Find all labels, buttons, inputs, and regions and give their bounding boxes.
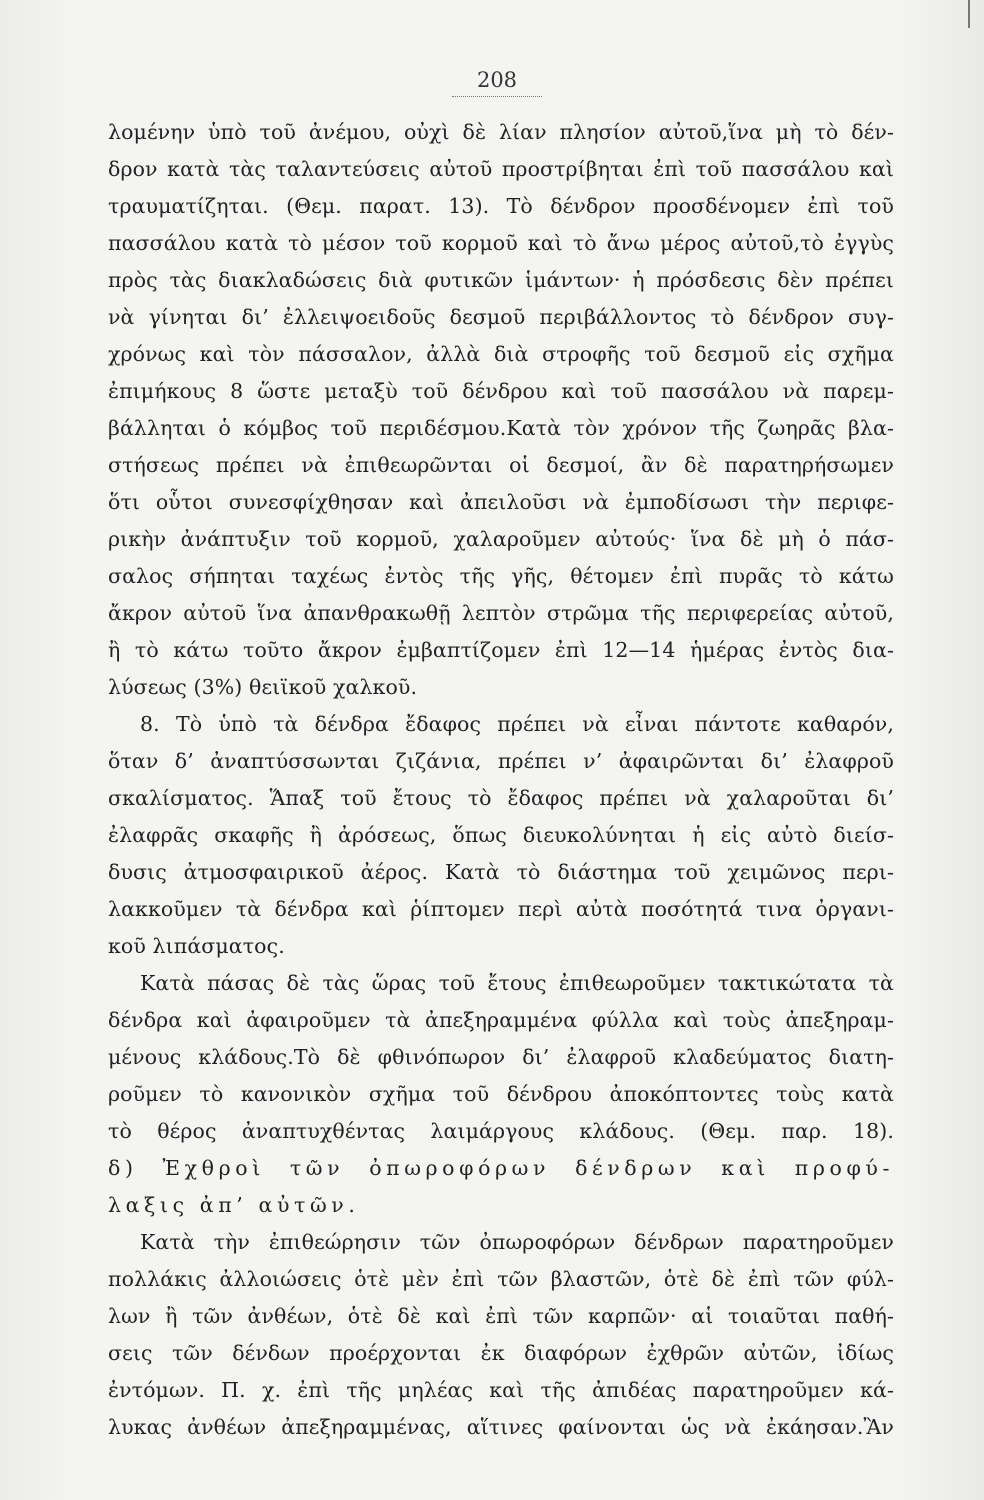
- text-line: δ) Ἐχθροὶ τῶν ὀπωροφόρων δένδρων καὶ προφύ-: [108, 1156, 894, 1180]
- text-line: ἐλαφρᾶς σκαφῆς ἢ ἀρόσεως, ὅπως διευκολύνηται ἡ εἰς αὐτὸ διείσ-: [108, 823, 894, 847]
- text-line: δρον κατὰ τὰς ταλαντεύσεις αὐτοῦ προστρίβηται ἐπὶ τοῦ πασσάλου καὶ: [108, 157, 894, 181]
- text-line: πολλάκις ἀλλοιώσεις ὁτὲ μὲν ἐπὶ τῶν βλαστῶν, ὁτὲ δὲ ἐπὶ τῶν φύλ-: [108, 1267, 894, 1291]
- text-line: τραυματίζηται. (Θεμ. παρατ. 13). Τὸ δένδρον προσδένομεν ἐπὶ τοῦ: [108, 194, 894, 218]
- text-line: μένους κλάδους.Τὸ δὲ φθινόπωρον δι’ ἐλαφροῦ κλαδεύματος διατη-: [108, 1045, 894, 1069]
- body-text: [108, 114, 894, 1446]
- text-line: σεις τῶν δένδων προέρχονται ἐκ διαφόρων ἐχθρῶν αὐτῶν, ἰδίως: [108, 1341, 894, 1365]
- text-line: βάλληται ὁ κόμβος τοῦ περιδέσμου.Κατὰ τὸν χρόνον τῆς ζωηρᾶς βλα-: [108, 416, 894, 440]
- text-line: δένδρα καὶ ἀφαιροῦμεν τὰ ἀπεξηραμμένα φύλλα καὶ τοὺς ἀπεξηραμ-: [108, 1008, 894, 1032]
- text-line: ἐπιμήκους 8 ὥστε μεταξὺ τοῦ δένδρου καὶ τοῦ πασσάλου νὰ παρεμ-: [108, 379, 894, 403]
- text-line: λομένην ὑπὸ τοῦ ἀνέμου, οὐχὶ δὲ λίαν πλησίον αὐτοῦ,ἵνα μὴ τὸ δέν-: [108, 120, 894, 144]
- text-line: ροῦμεν τὸ κανονικὸν σχῆμα τοῦ δένδρου ἀποκόπτοντες τοὺς κατὰ: [108, 1082, 894, 1106]
- page-number-rule: [452, 96, 542, 97]
- text-line: στήσεως πρέπει νὰ ἐπιθεωρῶνται οἱ δεσμοί, ἂν δὲ παρατηρήσωμεν: [108, 453, 894, 477]
- text-line: λων ἢ τῶν ἀνθέων, ὁτὲ δὲ καὶ ἐπὶ τῶν καρπῶν· αἱ τοιαῦται παθή-: [108, 1304, 894, 1328]
- text-line: σκαλίσματος. Ἅπαξ τοῦ ἔτους τὸ ἔδαφος πρέπει νὰ χαλαροῦται δι’: [108, 786, 894, 810]
- text-line: σαλος σήπηται ταχέως ἐντὸς τῆς γῆς, θέτομεν ἐπὶ πυρᾶς τὸ κάτω: [108, 564, 894, 588]
- text-line: λύσεως (3%) θειϊκοῦ χαλκοῦ.: [108, 675, 418, 699]
- text-line: πασσάλου κατὰ τὸ μέσον τοῦ κορμοῦ καὶ τὸ ἄνω μέρος αὐτοῦ,τὸ ἐγγὺς: [108, 231, 894, 255]
- page-edge-mark: [968, 0, 970, 28]
- text-line: κοῦ λιπάσματος.: [108, 934, 285, 958]
- text-line: ρικὴν ἀνάπτυξιν τοῦ κορμοῦ, χαλαροῦμεν αὐτούς· ἵνα δὲ μὴ ὁ πάσ-: [108, 527, 894, 551]
- text-line: τὸ θέρος ἀναπτυχθέντας λαιμάργους κλάδους. (Θεμ. παρ. 18).: [108, 1119, 894, 1143]
- text-line: Κατὰ πάσας δὲ τὰς ὥρας τοῦ ἔτους ἐπιθεωροῦμεν τακτικώτατα τὰ: [140, 971, 894, 995]
- text-line: 8. Τὸ ὑπὸ τὰ δένδρα ἔδαφος πρέπει νὰ εἶναι πάντοτε καθαρόν,: [140, 712, 894, 736]
- text-line: χρόνως καὶ τὸν πάσσαλον, ἀλλὰ διὰ στροφῆς τοῦ δεσμοῦ εἰς σχῆμα: [108, 342, 894, 366]
- text-line: ὅτι οὗτοι συνεσφίχθησαν καὶ ἀπειλοῦσι νὰ ἐμποδίσωσι τὴν περιφε-: [108, 490, 894, 514]
- text-line: ἐντόμων. Π. χ. ἐπὶ τῆς μηλέας καὶ τῆς ἀπιδέας παρατηροῦμεν κά-: [108, 1378, 894, 1402]
- text-line: λαξις ἀπ’ αὐτῶν.: [108, 1193, 360, 1217]
- text-line: δυσις ἀτμοσφαιρικοῦ ἀέρος. Κατὰ τὸ διάστημα τοῦ χειμῶνος περι-: [108, 860, 894, 884]
- text-line: ὅταν δ’ ἀναπτύσσωνται ζιζάνια, πρέπει ν’ ἀφαιρῶνται δι’ ἐλαφροῦ: [108, 749, 894, 773]
- text-line: Κατὰ τὴν ἐπιθεώρησιν τῶν ὀπωροφόρων δένδρων παρατηροῦμεν: [140, 1230, 894, 1254]
- text-line: πρὸς τὰς διακλαδώσεις διὰ φυτικῶν ἱμάντων· ἡ πρόσδεσις δὲν πρέπει: [108, 268, 894, 292]
- page-number: 208: [476, 68, 518, 92]
- text-line: λακκοῦμεν τὰ δένδρα καὶ ῥίπτομεν περὶ αὐτὰ ποσότητά τινα ὀργανι-: [108, 897, 894, 921]
- text-line: νὰ γίνηται δι’ ἐλλειψοειδοῦς δεσμοῦ περιβάλλοντος τὸ δένδρον συγ-: [108, 305, 894, 329]
- text-line: λυκας ἀνθέων ἀπεξηραμμένας, αἵτινες φαίνονται ὡς νὰ ἐκάησαν.Ἂν: [108, 1415, 894, 1439]
- text-line: ἢ τὸ κάτω τοῦτο ἄκρον ἐμβαπτίζομεν ἐπὶ 12—14 ἡμέρας ἐντὸς δια-: [108, 638, 894, 662]
- text-line: ἄκρον αὐτοῦ ἵνα ἀπανθρακωθῇ λεπτὸν στρῶμα τῆς περιφερείας αὐτοῦ,: [108, 601, 894, 625]
